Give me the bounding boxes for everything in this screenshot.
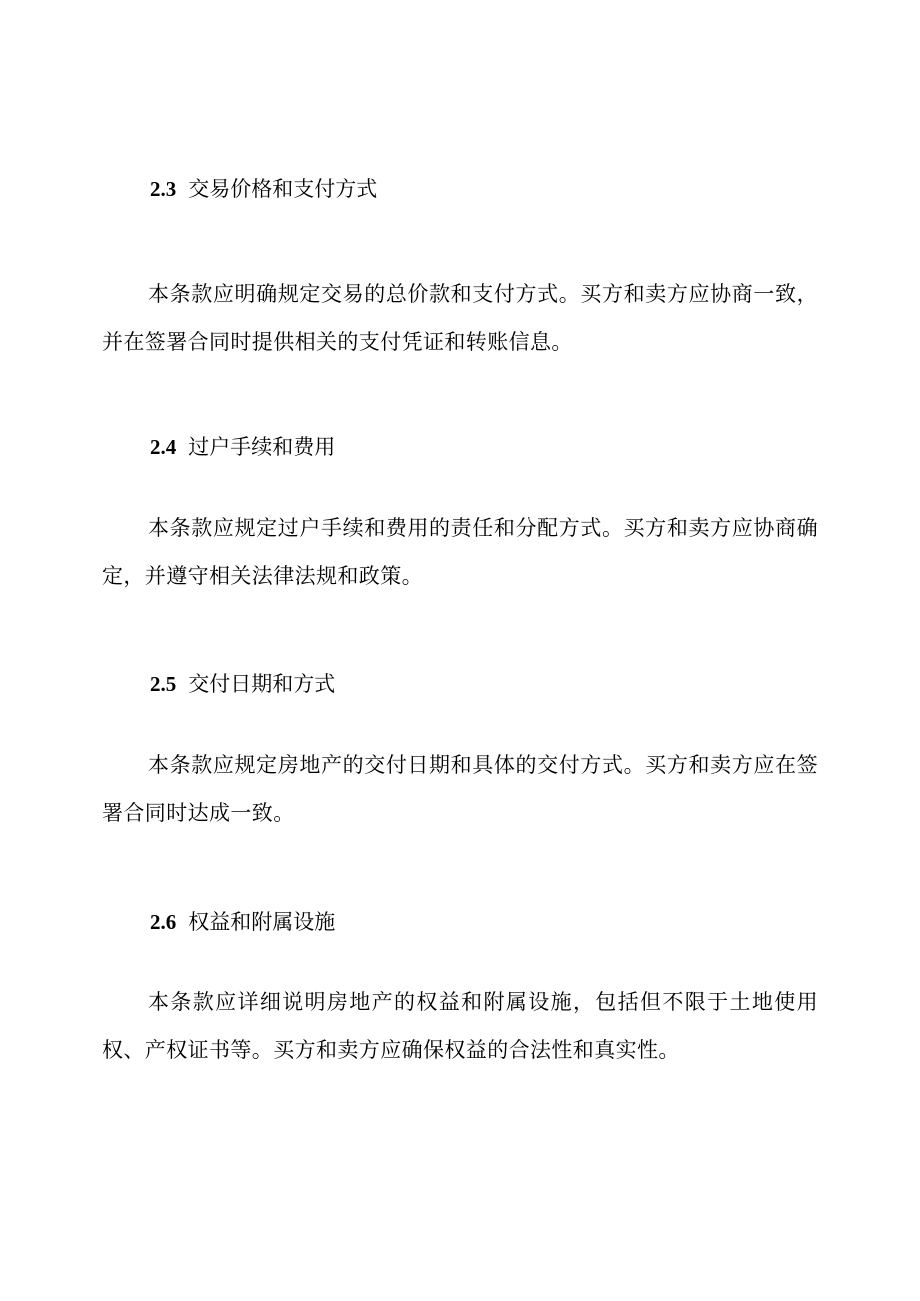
section-title: 权益和附属设施: [188, 910, 336, 934]
section-title: 过户手续和费用: [188, 435, 336, 459]
section-heading: [150, 175, 377, 203]
section-heading: [150, 908, 335, 936]
section-body: 本条款应规定过户手续和费用的责任和分配方式。买方和卖方应协商确定，并遵守相关法律法规和政策。: [102, 516, 818, 588]
section-number: 2.4: [150, 435, 177, 459]
section-title: 交付日期和方式: [188, 672, 336, 696]
section-heading: [150, 433, 335, 461]
section-body: 本条款应规定房地产的交付日期和具体的交付方式。买方和卖方应在签署合同时达成一致。: [102, 753, 818, 825]
section-number: 2.5: [150, 672, 177, 696]
section-title: 交易价格和支付方式: [188, 177, 378, 201]
section-heading: [150, 670, 335, 698]
section-number: 2.6: [150, 910, 177, 934]
section-body: 本条款应详细说明房地产的权益和附属设施，包括但不限于土地使用权、产权证书等。买方和卖方应确保权益的合法性和真实性。: [102, 990, 818, 1062]
section-body: 本条款应明确规定交易的总价款和支付方式。买方和卖方应协商一致，并在签署合同时提供相关的支付凭证和转账信息。: [102, 282, 818, 354]
section-number: 2.3: [150, 177, 177, 201]
